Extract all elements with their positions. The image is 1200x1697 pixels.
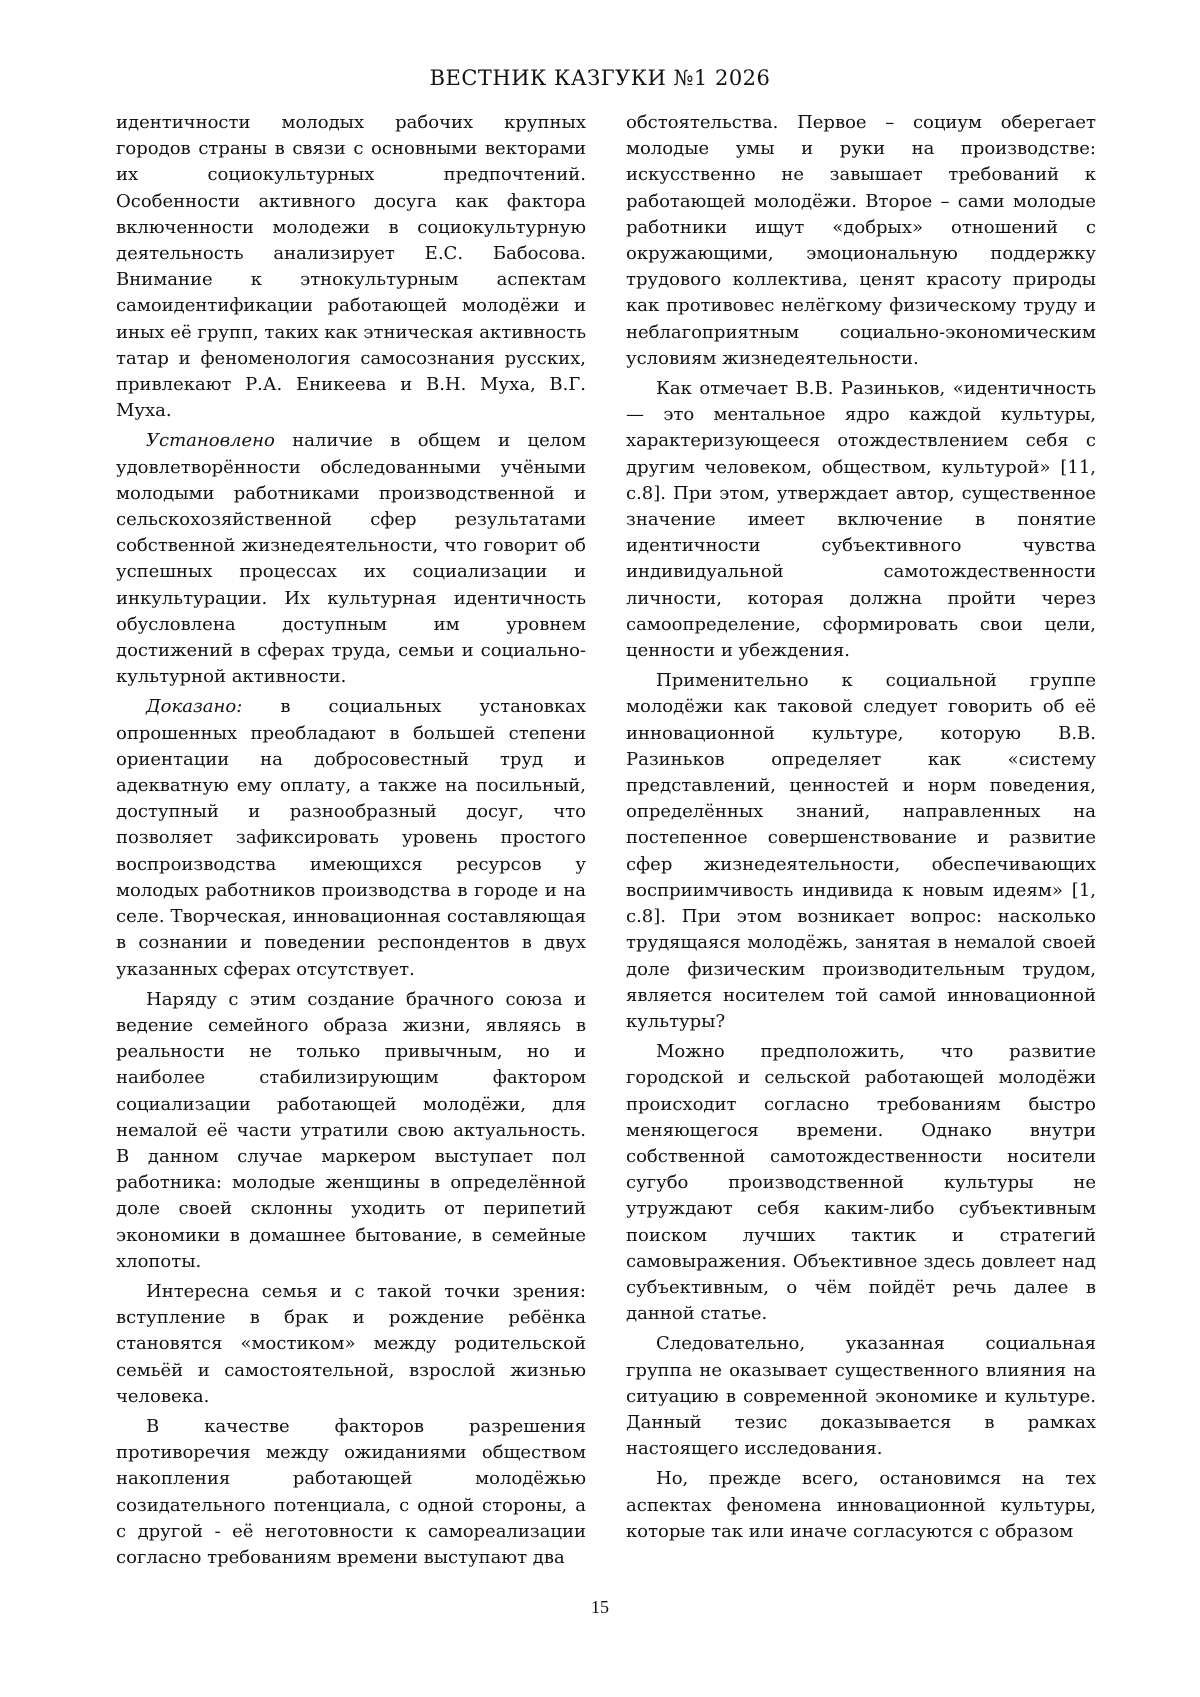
right-column [626, 110, 1096, 1549]
paragraph: Наряду с этим создание брачного союза и ведение семейного образа жизни, являясь в реальности не только привычным, но и наиболее стабилизирующим фактором социализации работающей молодёжи, для немалой её части утратили свою актуальность. В данном случае маркером выступает пол работника: молодые женщины в определённой доле своей склонны уходить от перипетий экономики в домашнее бытование, в семейные хлопоты. [116, 988, 586, 1272]
italic-lead: Доказано: [146, 696, 243, 718]
paragraph: В качестве факторов разрешения противоречия между ожиданиями обществом накопления работающей молодёжью созидательного потенциала, с одной стороны, а с другой - её неготовности к самореализации согласно требованиям времени выступают два [116, 1415, 586, 1568]
paragraph-text: в социальных установках опрошенных преобладают в большей степени ориентации на добросовестный труд и адекватную ему оплату, а также на посильный, доступный и разнообразный досуг, что позволяет зафиксировать уровень простого воспроизводства имеющихся ресурсов у молодых работников производства в городе и на селе. Творческая, инновационная составляющая в сознании и поведении респондентов в двух указанных сферах отсутствует. [116, 696, 586, 980]
italic-lead: Установлено [146, 430, 275, 452]
paragraph: Но, прежде всего, остановимся на тех аспектах феномена инновационной культуры, которые так или иначе согласуются с образом [626, 1468, 1096, 1542]
left-column [116, 110, 586, 1571]
paragraph: обстоятельства. Первое – социум оберегает молодые умы и руки на производстве: искусственно не завышает требований к работающей молодёжи. Второе – сами молодые работники ищут «добрых» отношений с окружающими, эмоциональную поддержку трудового коллектива, ценят красоту природы как противовес нелёгкому физическому труду и неблагоприятным социально-экономическим условиям жизнедеятельности. [626, 112, 1096, 369]
paragraph-text: наличие в общем и целом удовлетворённости обследованными учёными молодыми работниками производственной и сельскохозяйственной сфер результатами собственной жизнедеятельности, что говорит об успешных процессах их социализации и инкультурации. Их культурная идентичность обусловлена доступным им уровнем достижений в сферах труда, семьи и социально-культурной активности. [116, 430, 586, 688]
paragraph: Интересна семья и с такой точки зрения: вступление в брак и рождение ребёнка становятся «мостиком» между родительской семьёй и самостоятельной, взрослой жизнью человека. [116, 1280, 586, 1407]
paragraph [116, 694, 586, 982]
page-number: 15 [591, 1597, 609, 1617]
paragraph: Можно предположить, что развитие городской и сельской работающей молодёжи происходит согласно требованиям быстро меняющегося времени. Однако внутри собственной самотождественности носители сугубо производственной культуры не утруждают себя каким-либо субъективным поиском лучших тактик и стратегий самовыражения. Объективное здесь довлеет над субъективным, о чём пойдёт речь далее в данной статье. [626, 1041, 1096, 1325]
paragraph [116, 428, 586, 690]
paragraph: Следовательно, указанная социальная группа не оказывает существенного влияния на ситуацию в современной экономике и культуре. Данный тезис доказывается в рамках настоящего исследования. [626, 1333, 1096, 1460]
journal-header: ВЕСТНИК КАЗГУКИ №1 2026 [429, 66, 771, 90]
paragraph: Применительно к социальной группе молодёжи как таковой следует говорить об её инновационной культуре, которую В.В. Разиньков определяет как «систему представлений, ценностей и норм поведения, определённых знаний, направленных на постепенное совершенствование и развитие сфер жизнедеятельности, обеспечивающих восприимчивость индивида к новым идеям» [1, с.8]. При этом возникает вопрос: насколько трудящаяся молодёжь, занятая в немалой своей доле физическим производительным трудом, является носителем той самой инновационной культуры? [626, 670, 1096, 1032]
paragraph: идентичности молодых рабочих крупных городов страны в связи с основными векторами их социокультурных предпочтений. Особенности активного досуга как фактора включенности молодежи в социокультурную деятельность анализирует Е.С. Бабосова. Внимание к этнокультурным аспектам самоидентификации работающей молодёжи и иных её групп, таких как этническая активность татар и феноменология самосознания русских, привлекают Р.А. Еникеева и В.Н. Муха, В.Г. Муха. [116, 112, 586, 422]
paragraph: Как отмечает В.В. Разиньков, «идентичность — это ментальное ядро каждой культуры, характеризующееся отождествлением себя с другим человеком, обществом, культурой» [11, с.8]. При этом, утверждает автор, существенное значение имеет включение в понятие идентичности субъективного чувства индивидуальной самотождественности личности, которая должна пройти через самоопределение, сформировать свои цели, ценности и убеждения. [626, 378, 1096, 662]
